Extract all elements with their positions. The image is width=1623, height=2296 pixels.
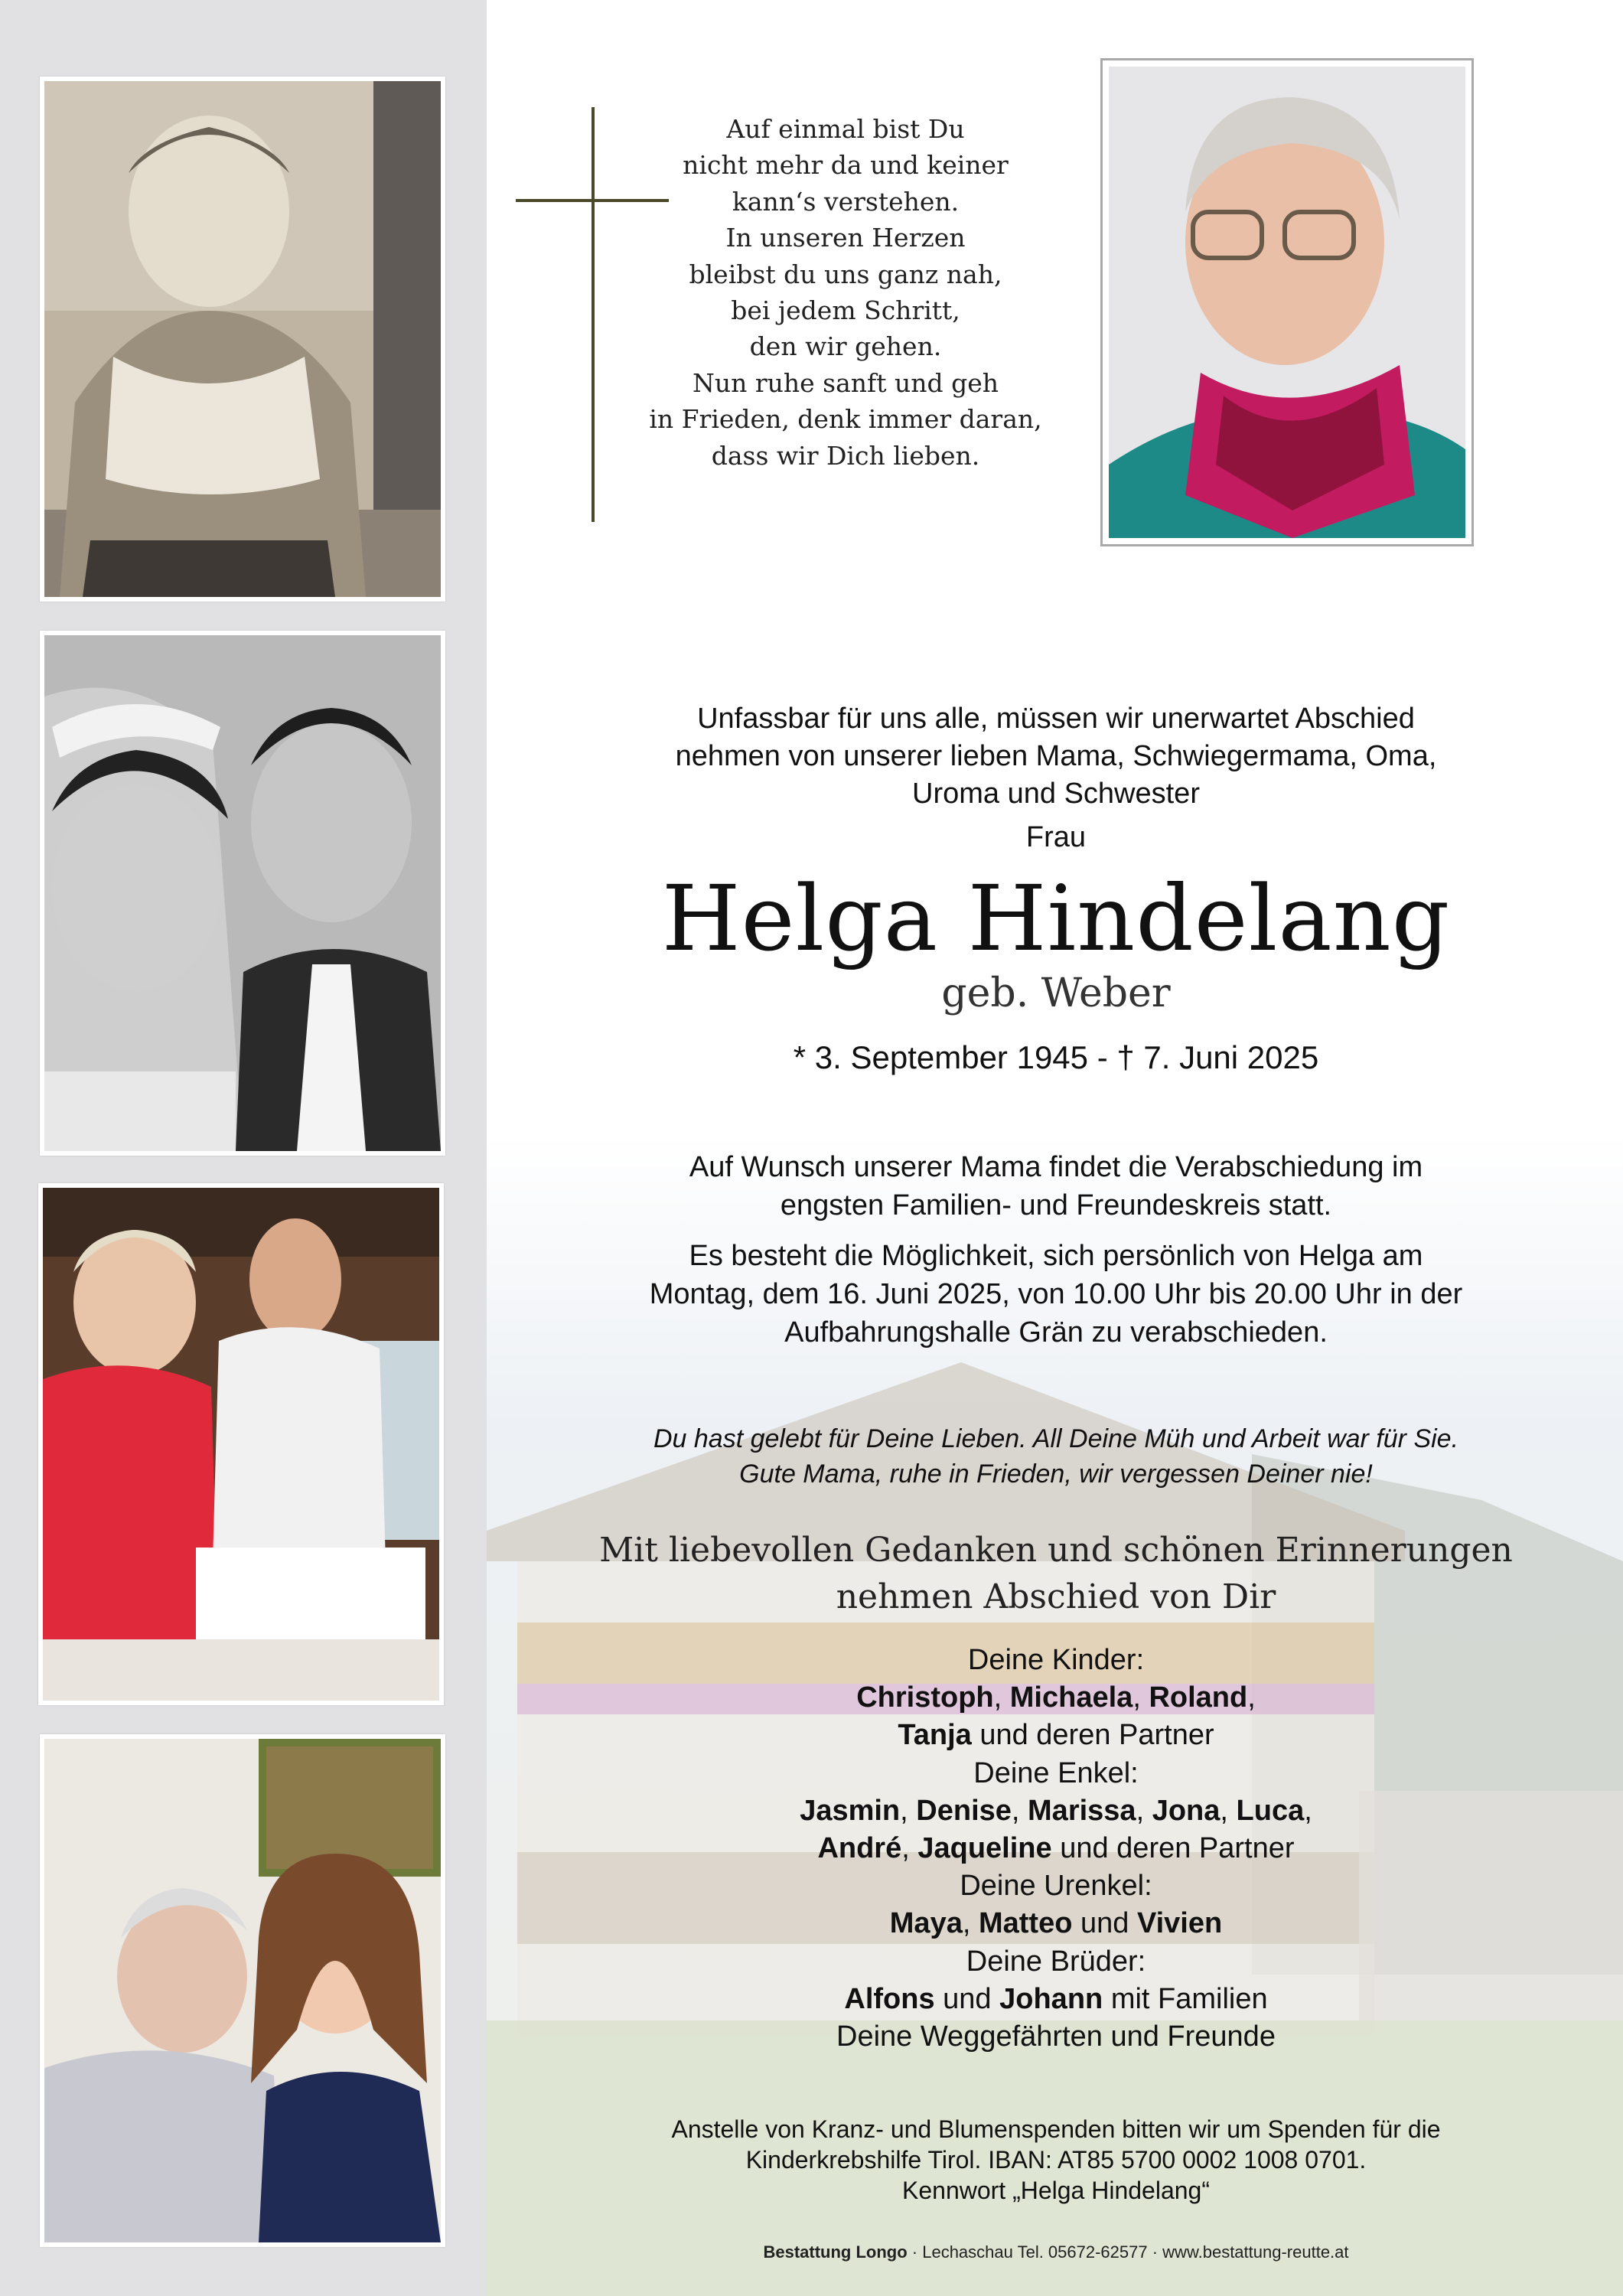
great-grandchild-name: Maya [889,1907,963,1940]
farewell-viewing [597,1237,1515,1352]
donation-line: Kennwort „Helga Hindelang“ [902,2177,1210,2204]
thoughts-line: nehmen Abschied von Dir [836,1577,1276,1616]
brother-name: Alfons [844,1982,935,2015]
motto-line: Du hast gelebt für Deine Lieben. All Deine Müh und Arbeit war für Sie. [653,1424,1459,1453]
companions-line: Deine Weggefährten und Freunde [836,2020,1276,2053]
photo-childhood [40,77,445,602]
child-name: Roland [1149,1681,1248,1714]
conjunction: und [943,1982,992,2015]
great-grandchildren-line: Maya, Matteo und Vivien [889,1907,1223,1940]
great-grandchild-name: Matteo [978,1907,1073,1940]
children-label: Deine Kinder: [967,1644,1145,1676]
mourners-list [597,1642,1515,2056]
children-line-2 [597,1717,1515,1754]
poem-line: In unseren Herzen [725,223,966,253]
great-grandchildren-label: Deine Urenkel: [960,1870,1152,1903]
funeral-home-footer [597,2242,1515,2262]
child-name: Tanja [898,1719,972,1752]
grandchild-name: Jasmin [800,1794,901,1827]
poem-line: den wir gehen. [749,331,942,362]
funeral-home-details: · Lechaschau Tel. 05672-62577 · www.bestattung-reutte.at [907,2242,1349,2262]
intro-text [597,700,1515,813]
wish-line: engsten Familien- und Freundeskreis statt. [780,1189,1332,1221]
intro-line: Unfassbar für uns alle, müssen wir unerwartet Abschied [697,703,1415,735]
donation-request [597,2114,1515,2206]
life-dates: * 3. September 1945 - † 7. Juni 2025 [793,1039,1319,1075]
motto-line: Gute Mama, ruhe in Frieden, wir vergessen Deiner nie! [739,1459,1373,1489]
child-name: Michaela [1009,1681,1133,1714]
great-grandchild-name: Vivien [1136,1907,1223,1940]
donation-line: Kinderkrebshilfe Tirol. IBAN: AT85 5700 0002 1008 0701. [745,2146,1367,2174]
farewell-wish [597,1148,1515,1225]
poem-line: dass wir Dich lieben. [711,440,980,471]
wish-line: Auf Wunsch unserer Mama findet die Verabschiedung im [689,1151,1423,1183]
grandchild-name: Jaqueline [917,1832,1052,1865]
funeral-home-name: Bestattung Longo [763,2242,908,2262]
grandchild-name: André [817,1832,902,1865]
brothers-line [597,1981,1515,2018]
motto [597,1421,1515,1492]
viewing-line: Es besteht die Möglichkeit, sich persönlich von Helga am [689,1240,1423,1272]
conjunction: und [1080,1907,1129,1940]
portrait-photo [1100,58,1474,546]
name-prefix: Frau [1025,821,1087,853]
brothers-suffix: mit Familien [1110,1982,1268,2015]
brothers-label: Deine Brüder: [966,1945,1146,1978]
poem-line: bei jedem Schritt, [731,295,960,326]
photo-cake-cutting [38,1183,444,1705]
grandchild-name: Denise [916,1794,1012,1827]
poem-line: kann‘s verstehen. [732,186,960,217]
maiden-name: geb. Weber [941,970,1171,1016]
poem [635,111,1056,474]
intro-line: nehmen von unserer lieben Mama, Schwiegermama, Oma, [675,740,1437,772]
donation-line: Anstelle von Kranz- und Blumenspenden bitten wir um Spenden für die [671,2115,1441,2143]
poem-line: Nun ruhe sanft und geh [692,367,999,398]
grandchild-name: Jona [1152,1794,1221,1827]
grandchild-name: Luca [1236,1794,1305,1827]
cross-icon [592,107,595,522]
viewing-line: Montag, dem 16. Juni 2025, von 10.00 Uhr bis 20.00 Uhr in der [649,1278,1463,1310]
grandchild-name: Marissa [1028,1794,1136,1827]
grandchildren-line-1: Jasmin, Denise, Marissa, Jona, Luca, [800,1794,1312,1827]
children-line-1: Christoph, Michaela, Roland, [856,1681,1256,1714]
children-suffix: und deren Partner [979,1719,1214,1752]
poem-line: Auf einmal bist Du [726,114,965,144]
thoughts-line: Mit liebevollen Gedanken und schönen Erinnerungen [599,1531,1513,1570]
poem-line: in Frieden, denk immer daran, [649,404,1042,435]
grandchildren-label: Deine Enkel: [973,1756,1139,1789]
grandchildren-suffix: und deren Partner [1060,1832,1295,1865]
thoughts-heading [597,1527,1515,1620]
intro-line: Uroma und Schwester [912,778,1200,810]
viewing-line: Aufbahrungshalle Grän zu verabschieden. [784,1316,1328,1349]
child-name: Christoph [856,1681,994,1714]
photo-wedding [40,631,445,1156]
photo-selfie [40,1734,445,2247]
deceased-name: Helga Hindelang [661,866,1451,971]
poem-line: nicht mehr da und keiner [683,150,1009,181]
grandchildren-line-2: André, Jaqueline und deren Partner [817,1832,1295,1865]
poem-line: bleibst du uns ganz nah, [689,259,1002,289]
brother-name: Johann [999,1982,1103,2015]
